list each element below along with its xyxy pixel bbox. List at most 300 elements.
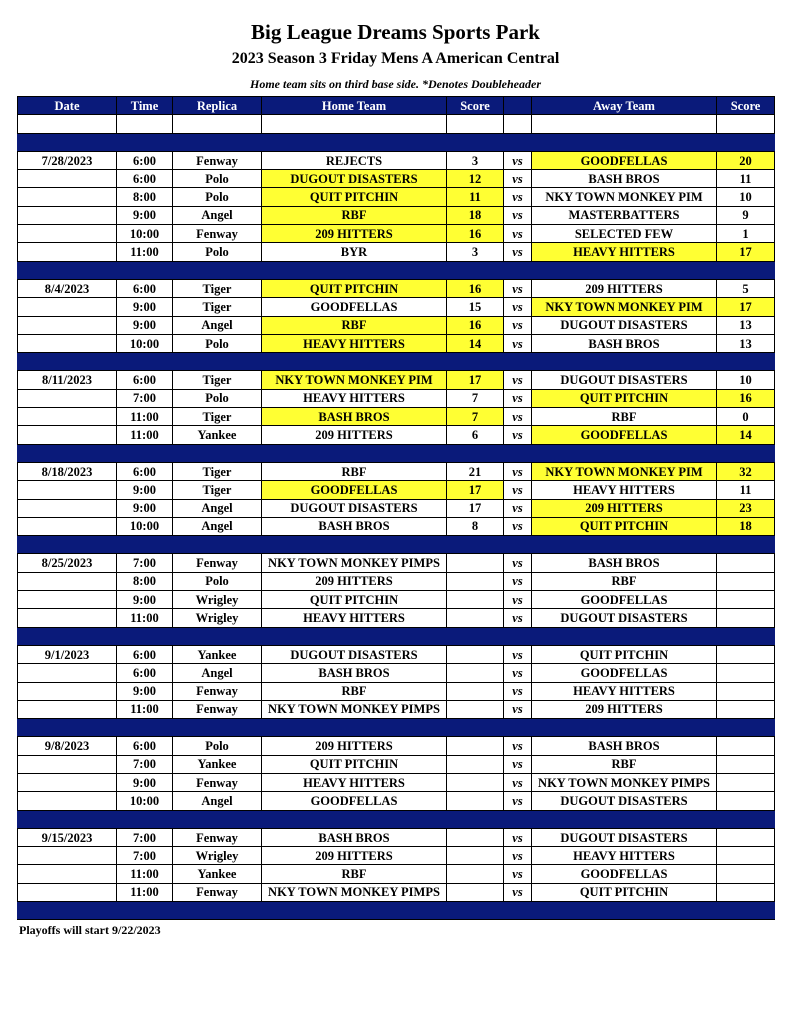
game-date — [18, 426, 117, 444]
separator-cell — [447, 719, 504, 737]
home-team: 209 HITTERS — [262, 572, 447, 590]
game-field: Angel — [173, 517, 262, 535]
column-header-away-team: Away Team — [532, 97, 717, 115]
home-team: HEAVY HITTERS — [262, 389, 447, 407]
home-score — [447, 700, 504, 718]
home-team: REJECTS — [262, 151, 447, 169]
game-row — [18, 225, 775, 243]
game-row — [18, 737, 775, 755]
game-date: 7/28/2023 — [18, 151, 117, 169]
game-date — [18, 773, 117, 791]
away-score: 0 — [717, 408, 775, 426]
separator-cell — [717, 353, 775, 371]
game-row — [18, 682, 775, 700]
game-time: 9:00 — [117, 591, 173, 609]
game-time: 11:00 — [117, 243, 173, 261]
separator-cell — [504, 810, 532, 828]
game-date — [18, 700, 117, 718]
away-score: 10 — [717, 371, 775, 389]
column-header-replica: Replica — [173, 97, 262, 115]
separator-cell — [532, 810, 717, 828]
away-score — [717, 554, 775, 572]
game-time: 9:00 — [117, 682, 173, 700]
away-team: RBF — [532, 755, 717, 773]
separator-cell — [117, 536, 173, 554]
game-date — [18, 883, 117, 901]
column-header-home-team: Home Team — [262, 97, 447, 115]
week-separator — [18, 353, 775, 371]
away-score: 1 — [717, 225, 775, 243]
away-score: 10 — [717, 188, 775, 206]
separator-cell — [18, 902, 117, 920]
vs-label: vs — [504, 700, 532, 718]
separator-cell — [504, 719, 532, 737]
game-field: Fenway — [173, 225, 262, 243]
blank-cell — [18, 115, 117, 133]
separator-cell — [262, 444, 447, 462]
away-team: DUGOUT DISASTERS — [532, 371, 717, 389]
game-date — [18, 591, 117, 609]
separator-cell — [504, 353, 532, 371]
separator-cell — [173, 627, 262, 645]
separator-cell — [717, 902, 775, 920]
home-score — [447, 572, 504, 590]
separator-cell — [117, 627, 173, 645]
game-date — [18, 572, 117, 590]
separator-cell — [117, 133, 173, 151]
game-row — [18, 316, 775, 334]
game-field: Polo — [173, 170, 262, 188]
away-team: HEAVY HITTERS — [532, 243, 717, 261]
game-date — [18, 225, 117, 243]
home-score: 16 — [447, 225, 504, 243]
game-row — [18, 206, 775, 224]
home-team: BASH BROS — [262, 828, 447, 846]
vs-label: vs — [504, 554, 532, 572]
away-team: NKY TOWN MONKEY PIM — [532, 188, 717, 206]
home-score — [447, 554, 504, 572]
separator-cell — [262, 810, 447, 828]
away-score — [717, 700, 775, 718]
vs-label: vs — [504, 645, 532, 663]
home-score: 12 — [447, 170, 504, 188]
game-field: Tiger — [173, 371, 262, 389]
away-score — [717, 572, 775, 590]
away-team: BASH BROS — [532, 170, 717, 188]
home-team: NKY TOWN MONKEY PIMPS — [262, 700, 447, 718]
home-score — [447, 792, 504, 810]
home-team: NKY TOWN MONKEY PIMPS — [262, 883, 447, 901]
home-team: BASH BROS — [262, 517, 447, 535]
vs-label: vs — [504, 682, 532, 700]
vs-label: vs — [504, 316, 532, 334]
game-time: 6:00 — [117, 279, 173, 297]
away-team: QUIT PITCHIN — [532, 389, 717, 407]
game-field: Polo — [173, 737, 262, 755]
home-team: BASH BROS — [262, 408, 447, 426]
game-date — [18, 316, 117, 334]
home-team: GOODFELLAS — [262, 298, 447, 316]
home-team: HEAVY HITTERS — [262, 334, 447, 352]
column-header-vs — [504, 97, 532, 115]
blank-cell — [173, 115, 262, 133]
game-field: Fenway — [173, 773, 262, 791]
home-score: 17 — [447, 371, 504, 389]
separator-cell — [447, 810, 504, 828]
game-time: 10:00 — [117, 334, 173, 352]
game-date: 8/18/2023 — [18, 462, 117, 480]
separator-cell — [18, 810, 117, 828]
home-team: DUGOUT DISASTERS — [262, 645, 447, 663]
game-time: 9:00 — [117, 773, 173, 791]
separator-cell — [173, 536, 262, 554]
game-field: Angel — [173, 792, 262, 810]
vs-label: vs — [504, 408, 532, 426]
blank-cell — [117, 115, 173, 133]
game-date — [18, 609, 117, 627]
home-team: 209 HITTERS — [262, 225, 447, 243]
home-score: 11 — [447, 188, 504, 206]
away-score: 11 — [717, 481, 775, 499]
page-title: Big League Dreams Sports Park — [251, 20, 540, 44]
separator-cell — [117, 719, 173, 737]
game-time: 7:00 — [117, 554, 173, 572]
game-time: 7:00 — [117, 389, 173, 407]
vs-label: vs — [504, 206, 532, 224]
vs-label: vs — [504, 243, 532, 261]
away-team: RBF — [532, 408, 717, 426]
separator-cell — [447, 902, 504, 920]
week-separator — [18, 536, 775, 554]
game-date: 9/15/2023 — [18, 828, 117, 846]
game-row — [18, 645, 775, 663]
game-field: Polo — [173, 334, 262, 352]
vs-label: vs — [504, 883, 532, 901]
game-row — [18, 481, 775, 499]
game-row — [18, 664, 775, 682]
home-team: RBF — [262, 682, 447, 700]
separator-cell — [717, 133, 775, 151]
game-time: 8:00 — [117, 188, 173, 206]
away-team: MASTERBATTERS — [532, 206, 717, 224]
game-row — [18, 371, 775, 389]
home-score — [447, 737, 504, 755]
column-header-home-score: Score — [447, 97, 504, 115]
game-time: 6:00 — [117, 645, 173, 663]
separator-cell — [173, 810, 262, 828]
away-score: 14 — [717, 426, 775, 444]
home-team: NKY TOWN MONKEY PIMPS — [262, 554, 447, 572]
away-score: 17 — [717, 243, 775, 261]
separator-cell — [173, 902, 262, 920]
game-date — [18, 408, 117, 426]
vs-label: vs — [504, 664, 532, 682]
game-field: Wrigley — [173, 609, 262, 627]
separator-cell — [262, 902, 447, 920]
game-field: Fenway — [173, 883, 262, 901]
game-field: Yankee — [173, 865, 262, 883]
vs-label: vs — [504, 499, 532, 517]
home-score — [447, 664, 504, 682]
game-row — [18, 170, 775, 188]
vs-label: vs — [504, 298, 532, 316]
home-team: QUIT PITCHIN — [262, 188, 447, 206]
game-time: 11:00 — [117, 883, 173, 901]
separator-cell — [262, 627, 447, 645]
away-team: 209 HITTERS — [532, 279, 717, 297]
home-team: BYR — [262, 243, 447, 261]
home-score — [447, 682, 504, 700]
vs-label: vs — [504, 371, 532, 389]
game-date — [18, 865, 117, 883]
column-header-date: Date — [18, 97, 117, 115]
blank-cell — [717, 115, 775, 133]
away-score: 11 — [717, 170, 775, 188]
game-field: Yankee — [173, 426, 262, 444]
separator-cell — [18, 261, 117, 279]
game-date — [18, 664, 117, 682]
playoffs-note: Playoffs will start 9/22/2023 — [19, 923, 161, 937]
game-field: Angel — [173, 316, 262, 334]
away-team: BASH BROS — [532, 554, 717, 572]
separator-cell — [447, 444, 504, 462]
schedule-table — [17, 96, 775, 920]
separator-cell — [262, 719, 447, 737]
away-team: SELECTED FEW — [532, 225, 717, 243]
week-separator — [18, 810, 775, 828]
separator-cell — [504, 444, 532, 462]
away-team: NKY TOWN MONKEY PIM — [532, 298, 717, 316]
game-time: 8:00 — [117, 572, 173, 590]
home-score — [447, 609, 504, 627]
game-row — [18, 151, 775, 169]
game-row — [18, 572, 775, 590]
home-score: 14 — [447, 334, 504, 352]
game-date — [18, 389, 117, 407]
game-date — [18, 481, 117, 499]
game-row — [18, 773, 775, 791]
home-team: 209 HITTERS — [262, 737, 447, 755]
game-field: Yankee — [173, 645, 262, 663]
game-field: Tiger — [173, 408, 262, 426]
away-score: 32 — [717, 462, 775, 480]
vs-label: vs — [504, 755, 532, 773]
away-score: 18 — [717, 517, 775, 535]
separator-cell — [717, 261, 775, 279]
away-team: GOODFELLAS — [532, 591, 717, 609]
game-date: 9/8/2023 — [18, 737, 117, 755]
game-row — [18, 334, 775, 352]
game-row — [18, 188, 775, 206]
away-team: 209 HITTERS — [532, 700, 717, 718]
home-team: GOODFELLAS — [262, 481, 447, 499]
separator-cell — [447, 627, 504, 645]
away-team: DUGOUT DISASTERS — [532, 828, 717, 846]
vs-label: vs — [504, 389, 532, 407]
game-time: 6:00 — [117, 664, 173, 682]
away-team: 209 HITTERS — [532, 499, 717, 517]
away-team: NKY TOWN MONKEY PIMPS — [532, 773, 717, 791]
separator-cell — [18, 719, 117, 737]
game-row — [18, 243, 775, 261]
game-time: 9:00 — [117, 206, 173, 224]
home-score — [447, 755, 504, 773]
away-team: BASH BROS — [532, 334, 717, 352]
separator-cell — [504, 133, 532, 151]
separator-cell — [504, 902, 532, 920]
game-date — [18, 499, 117, 517]
game-field: Tiger — [173, 462, 262, 480]
game-time: 6:00 — [117, 170, 173, 188]
game-date — [18, 755, 117, 773]
away-score — [717, 883, 775, 901]
separator-cell — [504, 627, 532, 645]
away-team: BASH BROS — [532, 737, 717, 755]
away-team: QUIT PITCHIN — [532, 517, 717, 535]
game-date: 8/25/2023 — [18, 554, 117, 572]
separator-cell — [532, 133, 717, 151]
away-team: RBF — [532, 572, 717, 590]
game-field: Fenway — [173, 151, 262, 169]
separator-cell — [532, 261, 717, 279]
separator-cell — [117, 353, 173, 371]
game-date: 8/4/2023 — [18, 279, 117, 297]
game-row — [18, 389, 775, 407]
separator-cell — [173, 719, 262, 737]
game-date — [18, 792, 117, 810]
game-field: Angel — [173, 206, 262, 224]
game-field: Wrigley — [173, 847, 262, 865]
home-team: QUIT PITCHIN — [262, 755, 447, 773]
home-team: RBF — [262, 462, 447, 480]
game-date — [18, 298, 117, 316]
away-score — [717, 828, 775, 846]
game-field: Tiger — [173, 279, 262, 297]
home-score: 17 — [447, 481, 504, 499]
game-field: Polo — [173, 243, 262, 261]
game-date — [18, 206, 117, 224]
home-score — [447, 828, 504, 846]
separator-cell — [173, 444, 262, 462]
game-field: Polo — [173, 188, 262, 206]
away-score — [717, 609, 775, 627]
home-score — [447, 865, 504, 883]
game-field: Fenway — [173, 828, 262, 846]
game-time: 11:00 — [117, 609, 173, 627]
separator-cell — [117, 810, 173, 828]
separator-cell — [447, 353, 504, 371]
game-time: 9:00 — [117, 298, 173, 316]
home-score: 16 — [447, 316, 504, 334]
away-score — [717, 682, 775, 700]
separator-cell — [117, 444, 173, 462]
away-score — [717, 664, 775, 682]
game-row — [18, 517, 775, 535]
game-time: 11:00 — [117, 700, 173, 718]
week-separator — [18, 627, 775, 645]
game-time: 10:00 — [117, 517, 173, 535]
game-date — [18, 517, 117, 535]
vs-label: vs — [504, 462, 532, 480]
separator-cell — [504, 261, 532, 279]
game-row — [18, 792, 775, 810]
separator-cell — [532, 902, 717, 920]
away-team: HEAVY HITTERS — [532, 481, 717, 499]
vs-label: vs — [504, 151, 532, 169]
away-score: 20 — [717, 151, 775, 169]
game-row — [18, 865, 775, 883]
away-score: 5 — [717, 279, 775, 297]
page-note: Home team sits on third base side. *Denotes Doubleheader — [250, 77, 541, 91]
away-score — [717, 792, 775, 810]
game-time: 11:00 — [117, 408, 173, 426]
separator-cell — [504, 536, 532, 554]
week-separator — [18, 261, 775, 279]
blank-cell — [262, 115, 447, 133]
separator-cell — [18, 627, 117, 645]
game-row — [18, 279, 775, 297]
separator-cell — [717, 719, 775, 737]
home-team: HEAVY HITTERS — [262, 773, 447, 791]
away-team: QUIT PITCHIN — [532, 883, 717, 901]
home-score — [447, 645, 504, 663]
game-row — [18, 700, 775, 718]
game-field: Fenway — [173, 700, 262, 718]
separator-cell — [447, 536, 504, 554]
week-separator — [18, 133, 775, 151]
separator-cell — [717, 444, 775, 462]
vs-label: vs — [504, 170, 532, 188]
game-row — [18, 554, 775, 572]
separator-cell — [447, 133, 504, 151]
away-score — [717, 773, 775, 791]
game-date — [18, 682, 117, 700]
separator-cell — [262, 536, 447, 554]
separator-cell — [532, 353, 717, 371]
home-score: 7 — [447, 389, 504, 407]
away-score: 17 — [717, 298, 775, 316]
game-date — [18, 334, 117, 352]
game-field: Yankee — [173, 755, 262, 773]
away-score — [717, 737, 775, 755]
week-separator — [18, 902, 775, 920]
game-field: Fenway — [173, 682, 262, 700]
game-field: Wrigley — [173, 591, 262, 609]
game-row — [18, 462, 775, 480]
away-score: 23 — [717, 499, 775, 517]
game-row — [18, 847, 775, 865]
home-score: 15 — [447, 298, 504, 316]
away-score — [717, 645, 775, 663]
blank-cell — [447, 115, 504, 133]
game-time: 6:00 — [117, 371, 173, 389]
blank-row — [18, 115, 775, 133]
game-date — [18, 170, 117, 188]
home-score — [447, 883, 504, 901]
home-team: NKY TOWN MONKEY PIM — [262, 371, 447, 389]
game-field: Tiger — [173, 298, 262, 316]
home-team: 209 HITTERS — [262, 426, 447, 444]
away-score: 9 — [717, 206, 775, 224]
home-score: 8 — [447, 517, 504, 535]
separator-cell — [173, 133, 262, 151]
game-row — [18, 591, 775, 609]
vs-label: vs — [504, 517, 532, 535]
separator-cell — [532, 627, 717, 645]
game-row — [18, 609, 775, 627]
separator-cell — [173, 261, 262, 279]
page-subtitle: 2023 Season 3 Friday Mens A American Central — [231, 50, 560, 67]
